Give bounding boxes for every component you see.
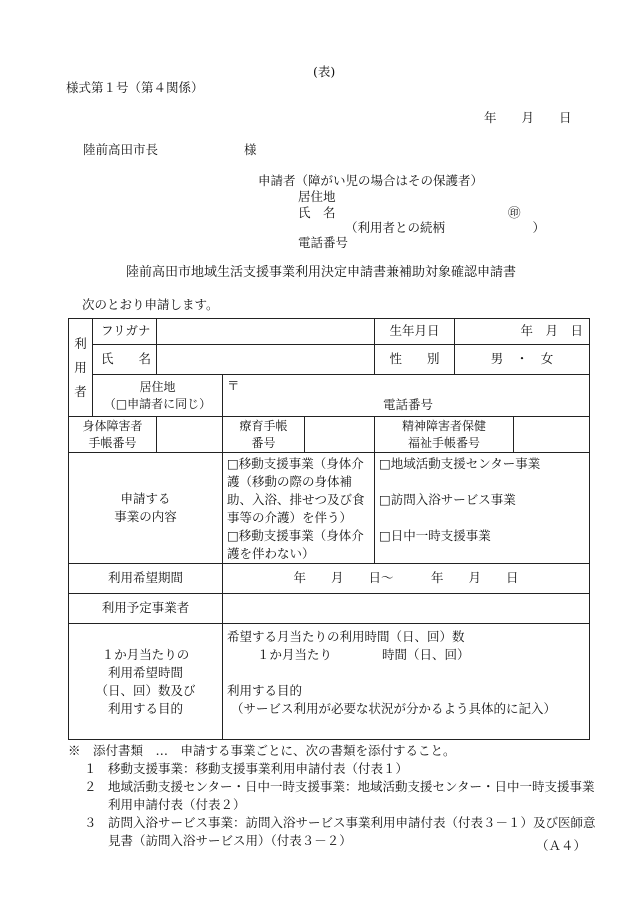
list-item: ２ 地域活動支援センター・日中一時支援事業：地域活動支援センター・日中一時支援事業利用申請付表（付表２） [84,779,595,812]
applicant-address: 居住地 [298,189,336,204]
physical-cert-field[interactable] [157,417,223,453]
form-number: 様式第１号（第４関係） [66,80,204,95]
side-label: (表) [313,64,336,79]
furigana-label: フリガナ [93,319,157,345]
user-label: 利 用 者 [69,319,93,417]
attachments-heading: ※ 添付書類 … 申請する事業ごとに、次の書類を添付すること。 [68,743,456,758]
application-table [68,318,589,740]
list-item: ３ 訪問入浴サービス事業：訪問入浴サービス事業利用申請付表（付表３－１）及び医師意見書（訪問入浴サービス用）（付表３－２） [84,815,596,848]
option-mobility-care[interactable]: □移動支援事業（身体介護（移動の際の身体補助、入浴、排せつ及び食事等の介護）を伴う） [227,456,365,525]
applicant-phone: 電話番号 [298,235,349,250]
residence-phone-label: 電話番号 [383,397,434,412]
service-options-left [223,453,375,564]
residence-label: 居住地 （□申請者に同じ） [93,375,223,417]
document-title: 陸前高田市地域生活支援事業利用決定申請書兼補助対象確認申請書 [126,265,517,280]
seal-mark: ㊞ [508,205,521,220]
ryoiku-label: 療育手帳 番号 [223,417,305,453]
service-options-right [375,453,590,564]
applicant-relation: （利用者との続柄 ） [345,220,546,235]
service-label: 申請する 事業の内容 [69,453,223,564]
sex-field[interactable]: 男 ・ 女 [455,345,590,375]
name-label: 氏 名 [93,345,157,375]
monthly-label: １か月当たりの 利用希望時間 （日、回）数及び 利用する目的 [69,624,223,740]
option-bath[interactable]: □訪問入浴サービス事業 [379,492,516,507]
provider-label: 利用予定事業者 [69,594,223,624]
option-mobility-nocare[interactable]: □移動支援事業（身体介護を伴わない） [227,528,364,561]
applicant-name: 氏 名 [298,205,336,220]
postal-mark: 〒 [227,378,240,393]
addressee: 陸前高田市長 [83,142,159,157]
option-daytime[interactable]: □日中一時支援事業 [379,528,491,543]
mental-cert-field[interactable] [514,417,590,453]
attachments [68,742,598,850]
period-label: 利用希望期間 [69,564,223,594]
paper-size: （Ａ４） [536,838,587,853]
residence-field[interactable] [223,375,590,417]
name-field[interactable] [157,345,375,375]
physical-cert-label: 身体障害者 手帳番号 [69,417,157,453]
mental-cert-label: 精神障害者保健 福祉手帳番号 [375,417,514,453]
provider-field[interactable] [223,594,590,624]
furigana-field[interactable] [157,319,375,345]
monthly-field[interactable]: 希望する月当たりの利用時間（日、回）数 １か月当たり 時間（日、回） 利用する目的 （サービス利用が必要な状況が分かるよう具体的に記入） [223,624,590,740]
option-center[interactable]: □地域活動支援センター事業 [379,456,541,471]
list-item: １ 移動支援事業：移動支援事業利用申請付表（付表１） [84,761,409,776]
sex-label: 性 別 [375,345,455,375]
date-line: 年 月 日 [484,110,572,125]
intro-text: 次のとおり申請します。 [82,297,219,312]
birthdate-label: 生年月日 [375,319,455,345]
birthdate-field[interactable]: 年 月 日 [455,319,590,345]
addressee-honorific: 様 [244,142,257,157]
period-field[interactable]: 年 月 日～ 年 月 日 [223,564,590,594]
applicant-heading: 申請者（障がい児の場合はその保護者） [258,173,484,188]
ryoiku-field[interactable] [305,417,375,453]
